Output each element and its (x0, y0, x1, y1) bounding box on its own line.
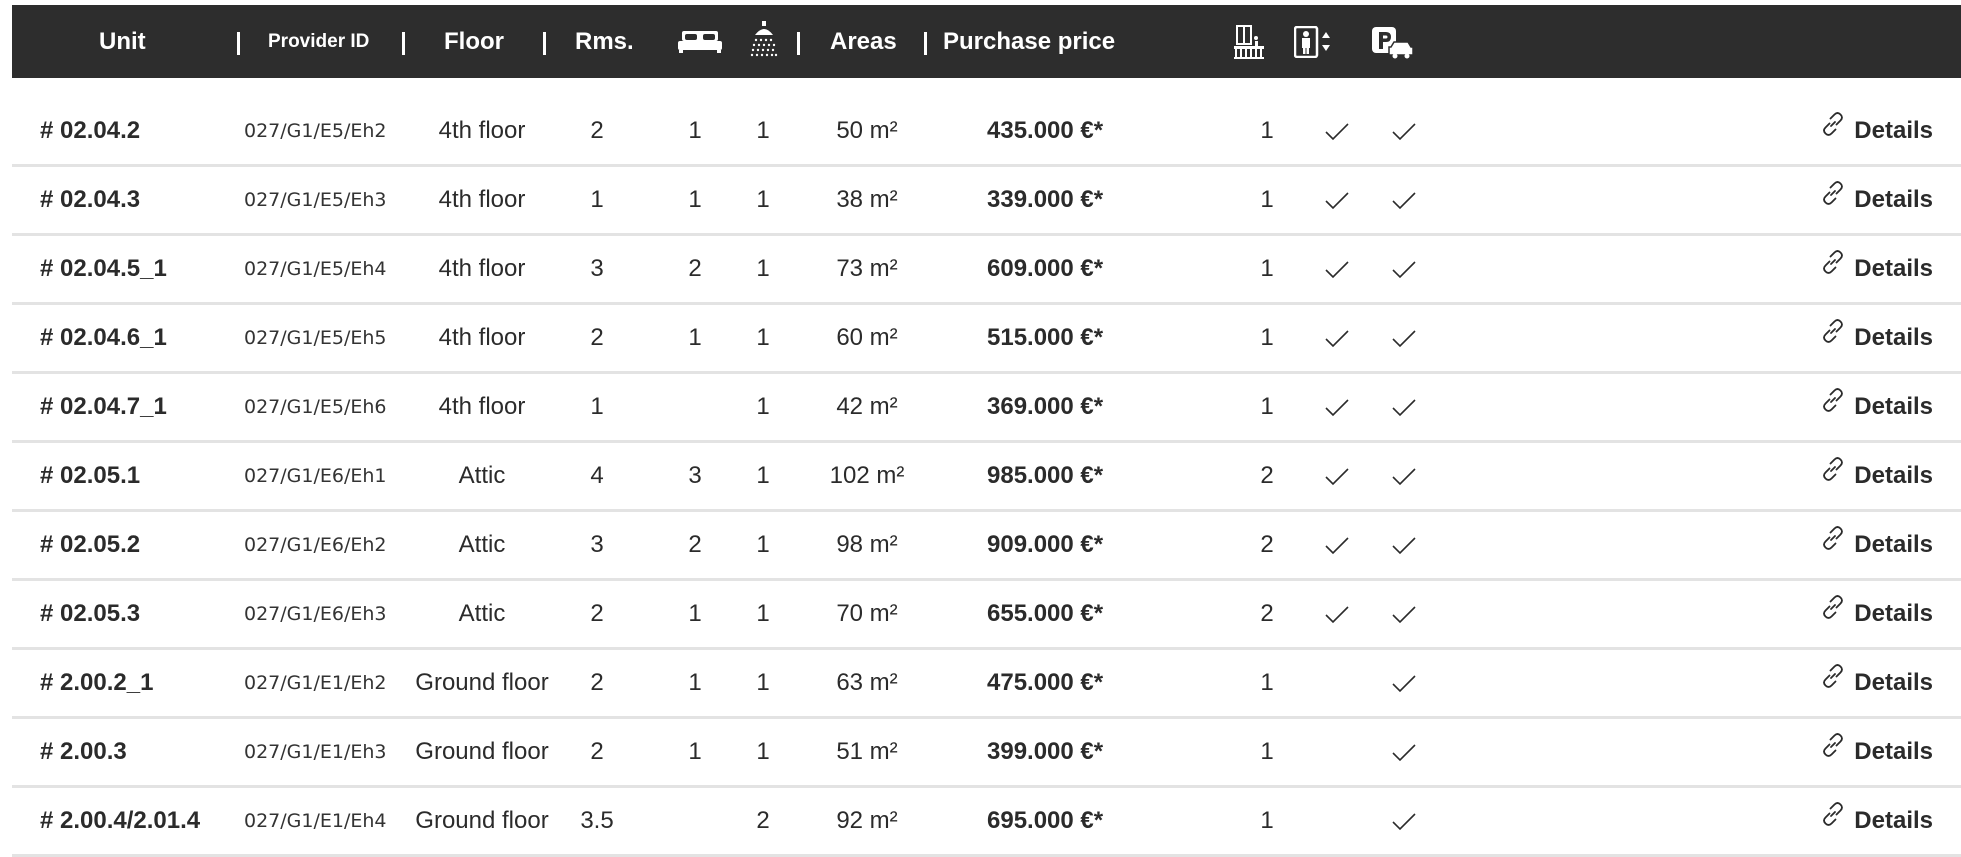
parking-check (1384, 167, 1424, 233)
provider-id: 027/G1/E5/Eh5 (244, 327, 387, 349)
details-link[interactable] (1820, 374, 1933, 440)
details-link[interactable] (1820, 98, 1933, 164)
bedrooms (680, 374, 710, 440)
balconies: 1 (1260, 807, 1274, 834)
details-label: Details (1854, 600, 1933, 627)
bathrooms: 1 (756, 117, 770, 144)
parking-check (1384, 443, 1424, 509)
parking-check (1384, 719, 1424, 785)
details-link[interactable] (1820, 236, 1933, 302)
unit-number: # 02.05.3 (40, 600, 141, 627)
provider-id: 027/G1/E5/Eh6 (244, 396, 387, 418)
floor: 4th floor (438, 324, 526, 351)
rooms: 2 (590, 324, 604, 351)
rooms: 4 (590, 462, 604, 489)
provider-id: 027/G1/E1/Eh4 (244, 810, 387, 832)
bedrooms (680, 788, 710, 854)
area: 98 m² (836, 531, 898, 558)
parking-icon[interactable] (1372, 27, 1414, 64)
purchase-price: 655.000 €* (987, 600, 1104, 627)
rooms: 3 (590, 255, 604, 282)
unit-number: # 02.04.3 (40, 186, 141, 213)
elevator-check (1317, 719, 1357, 785)
balcony-icon[interactable] (1234, 25, 1264, 64)
shower-icon[interactable] (750, 21, 778, 66)
floor: 4th floor (438, 186, 526, 213)
link-icon (1820, 787, 1846, 853)
details-link[interactable] (1820, 719, 1933, 785)
floor: Ground floor (415, 738, 549, 765)
bathrooms: 1 (756, 462, 770, 489)
details-label: Details (1854, 255, 1933, 282)
provider-id: 027/G1/E6/Eh1 (244, 465, 387, 487)
unit-number: # 2.00.4/2.01.4 (40, 807, 201, 834)
balconies: 2 (1260, 462, 1274, 489)
provider-id: 027/G1/E5/Eh4 (244, 258, 387, 280)
details-link[interactable] (1820, 581, 1933, 647)
purchase-price: 339.000 €* (987, 186, 1104, 213)
table-row[interactable] (12, 443, 1961, 512)
elevator-check (1317, 788, 1357, 854)
area: 70 m² (836, 600, 898, 627)
rooms: 3.5 (580, 807, 614, 834)
area: 102 m² (829, 462, 905, 489)
bathrooms: 2 (756, 807, 770, 834)
area: 51 m² (836, 738, 898, 765)
table-row[interactable] (12, 374, 1961, 443)
table-header (12, 5, 1961, 78)
details-label: Details (1854, 669, 1933, 696)
floor: 4th floor (438, 393, 526, 420)
balconies: 1 (1260, 738, 1274, 765)
unit-number: # 02.04.5_1 (40, 255, 167, 282)
elevator-check (1317, 98, 1357, 164)
details-label: Details (1854, 186, 1933, 213)
header-areas[interactable]: Areas (830, 28, 897, 55)
rooms: 1 (590, 186, 604, 213)
parking-check (1384, 98, 1424, 164)
purchase-price: 475.000 €* (987, 669, 1104, 696)
bathrooms: 1 (756, 531, 770, 558)
elevator-check (1317, 305, 1357, 371)
bedrooms: 1 (688, 600, 702, 627)
floor: 4th floor (438, 255, 526, 282)
parking-check (1384, 305, 1424, 371)
header-floor[interactable]: Floor (444, 28, 504, 55)
elevator-check (1317, 167, 1357, 233)
parking-check (1384, 236, 1424, 302)
elevator-check (1317, 374, 1357, 440)
details-label: Details (1854, 117, 1933, 144)
provider-id: 027/G1/E1/Eh3 (244, 741, 387, 763)
provider-id: 027/G1/E6/Eh2 (244, 534, 387, 556)
elevator-check (1317, 236, 1357, 302)
balconies: 1 (1260, 324, 1274, 351)
details-link[interactable] (1820, 512, 1933, 578)
parking-check (1384, 374, 1424, 440)
details-link[interactable] (1820, 650, 1933, 716)
parking-check (1384, 788, 1424, 854)
provider-id: 027/G1/E5/Eh2 (244, 120, 387, 142)
elevator-check (1317, 650, 1357, 716)
details-label: Details (1854, 807, 1933, 834)
bathrooms: 1 (756, 186, 770, 213)
elevator-check (1317, 581, 1357, 647)
header-rooms[interactable]: Rms. (575, 28, 634, 55)
details-label: Details (1854, 531, 1933, 558)
link-icon (1820, 304, 1846, 370)
table-row[interactable] (12, 650, 1961, 719)
bedrooms: 1 (688, 186, 702, 213)
provider-id: 027/G1/E5/Eh3 (244, 189, 387, 211)
details-link[interactable] (1820, 788, 1933, 854)
purchase-price: 515.000 €* (987, 324, 1104, 351)
bedrooms: 2 (688, 255, 702, 282)
details-link[interactable] (1820, 443, 1933, 509)
floor: Attic (458, 600, 506, 627)
purchase-price: 985.000 €* (987, 462, 1104, 489)
floor: Ground floor (415, 807, 549, 834)
unit-number: # 02.04.2 (40, 117, 141, 144)
bedrooms: 3 (688, 462, 702, 489)
table-row[interactable] (12, 788, 1961, 857)
rooms: 2 (590, 738, 604, 765)
parking-check (1384, 581, 1424, 647)
elevator-check (1317, 443, 1357, 509)
area: 92 m² (836, 807, 898, 834)
unit-number: # 02.05.1 (40, 462, 141, 489)
bathrooms: 1 (756, 324, 770, 351)
header-separator (402, 32, 405, 55)
link-icon (1820, 442, 1846, 508)
purchase-price: 435.000 €* (987, 117, 1104, 144)
elevator-icon[interactable] (1294, 26, 1334, 63)
unit-number: # 2.00.3 (40, 738, 127, 765)
purchase-price: 369.000 €* (987, 393, 1104, 420)
header-separator (797, 32, 800, 55)
bed-icon[interactable] (677, 31, 723, 58)
table-row[interactable] (12, 98, 1961, 167)
link-icon (1820, 580, 1846, 646)
unit-number: # 02.04.7_1 (40, 393, 167, 420)
purchase-price: 399.000 €* (987, 738, 1104, 765)
link-icon (1820, 373, 1846, 439)
header-separator (237, 32, 240, 55)
bathrooms: 1 (756, 669, 770, 696)
floor: Attic (458, 462, 506, 489)
parking-check (1384, 650, 1424, 716)
link-icon (1820, 649, 1846, 715)
bedrooms: 2 (688, 531, 702, 558)
rooms: 2 (590, 669, 604, 696)
area: 73 m² (836, 255, 898, 282)
header-provider-id[interactable]: Provider ID (268, 31, 370, 52)
details-label: Details (1854, 738, 1933, 765)
bedrooms: 1 (688, 324, 702, 351)
bedrooms: 1 (688, 117, 702, 144)
details-label: Details (1854, 462, 1933, 489)
balconies: 2 (1260, 600, 1274, 627)
area: 38 m² (836, 186, 898, 213)
purchase-price: 609.000 €* (987, 255, 1104, 282)
rooms: 3 (590, 531, 604, 558)
floor: Attic (458, 531, 506, 558)
floor: 4th floor (438, 117, 526, 144)
balconies: 2 (1260, 531, 1274, 558)
rooms: 2 (590, 117, 604, 144)
bedrooms: 1 (688, 669, 702, 696)
table-row[interactable] (12, 305, 1961, 374)
unit-number: # 2.00.2_1 (40, 669, 154, 696)
details-label: Details (1854, 393, 1933, 420)
balconies: 1 (1260, 669, 1274, 696)
area: 60 m² (836, 324, 898, 351)
bathrooms: 1 (756, 393, 770, 420)
bedrooms: 1 (688, 738, 702, 765)
table-row[interactable] (12, 581, 1961, 650)
header-separator (543, 32, 546, 55)
area: 42 m² (836, 393, 898, 420)
provider-id: 027/G1/E1/Eh2 (244, 672, 387, 694)
elevator-check (1317, 512, 1357, 578)
balconies: 1 (1260, 117, 1274, 144)
table-row[interactable] (12, 719, 1961, 788)
header-purchase-price[interactable]: Purchase price (943, 28, 1116, 55)
unit-number: # 02.04.6_1 (40, 324, 167, 351)
details-link[interactable] (1820, 167, 1933, 233)
purchase-price: 909.000 €* (987, 531, 1104, 558)
table-row[interactable] (12, 512, 1961, 581)
link-icon (1820, 718, 1846, 784)
table-row[interactable] (12, 167, 1961, 236)
bathrooms: 1 (756, 600, 770, 627)
balconies: 1 (1260, 186, 1274, 213)
details-link[interactable] (1820, 305, 1933, 371)
table-row[interactable] (12, 236, 1961, 305)
balconies: 1 (1260, 255, 1274, 282)
link-icon (1820, 97, 1846, 163)
balconies: 1 (1260, 393, 1274, 420)
floor: Ground floor (415, 669, 549, 696)
header-separator (924, 32, 927, 55)
purchase-price: 695.000 €* (987, 807, 1104, 834)
provider-id: 027/G1/E6/Eh3 (244, 603, 387, 625)
parking-check (1384, 512, 1424, 578)
area: 63 m² (836, 669, 898, 696)
rooms: 1 (590, 393, 604, 420)
link-icon (1820, 235, 1846, 301)
unit-number: # 02.05.2 (40, 531, 141, 558)
area: 50 m² (836, 117, 898, 144)
link-icon (1820, 511, 1846, 577)
header-unit[interactable]: Unit (99, 28, 146, 55)
details-label: Details (1854, 324, 1933, 351)
bathrooms: 1 (756, 255, 770, 282)
link-icon (1820, 166, 1846, 232)
bathrooms: 1 (756, 738, 770, 765)
rooms: 2 (590, 600, 604, 627)
